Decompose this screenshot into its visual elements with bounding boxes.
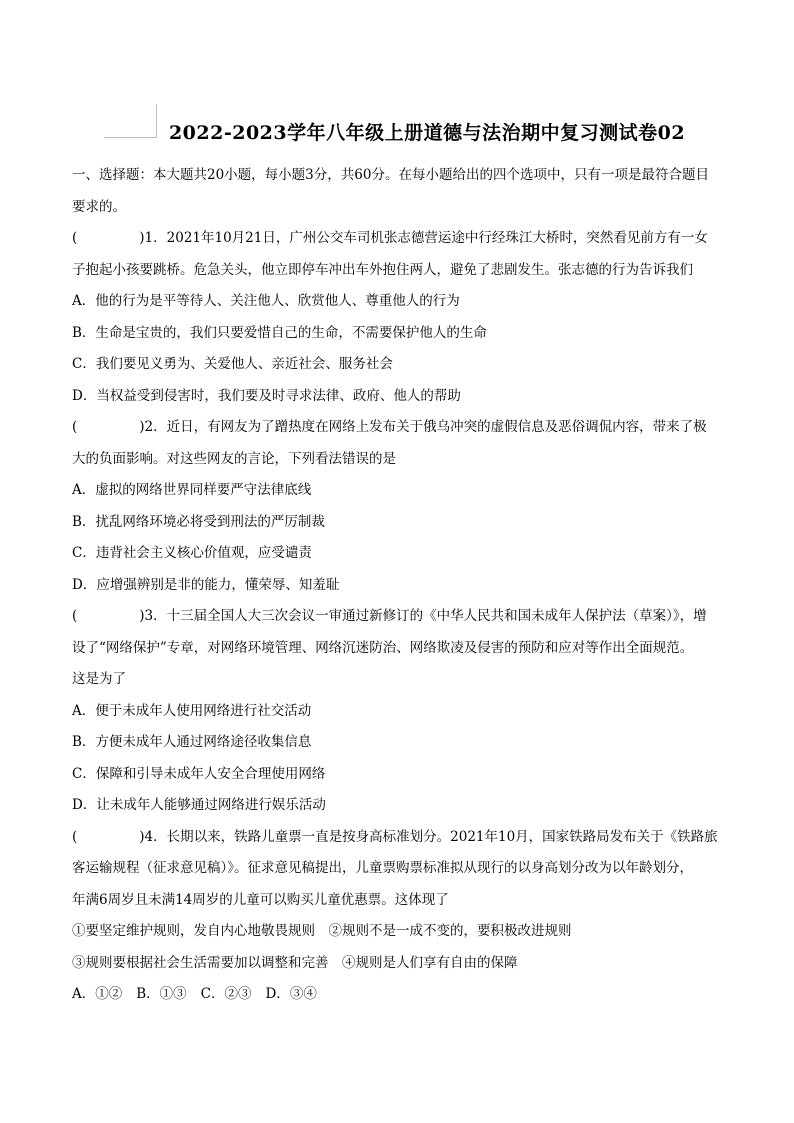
answer-bracket-open: ( [72,419,78,435]
option-a: A．便于未成年人使用网络进行社交活动 [72,702,312,719]
question-stem-line [72,601,722,633]
question-4 [72,822,722,1011]
question-stem-text: 长期以来，铁路儿童票一直是按身高标准划分。2021年10月，国家铁路局发布关于《铁路旅 [166,828,718,845]
statement-line: ③规则要根据社会生活需要加以调整和完善 ④规则是人们享有自由的保障 [72,954,518,971]
answer-bracket-open: ( [72,230,78,246]
option-d: D．当权益受到侵害时，我们要及时寻求法律、政府、他人的帮助 [72,387,461,404]
page-title: 2022-2023学年八年级上册道德与法治期中复习测试卷02 [168,122,686,144]
option-c: C．我们要见义勇为、关爱他人、亲近社会、服务社会 [72,356,393,372]
question-number: )2． [139,419,167,435]
question-stem-line: 这是为了 [72,671,126,687]
question-number: )4． [139,828,167,845]
option-b: B．①③ [136,986,187,1002]
question-stem-line [72,412,722,444]
option-d: D．应增强辨别是非的能力，懂荣辱、知羞耻 [72,576,340,593]
option-a: A．他的行为是平等待人、关注他人、欣赏他人、尊重他人的行为 [72,293,460,309]
option-c: C．②③ [200,986,252,1002]
question-stem-line: 子抱起小孩要跳桥。危急关头，他立即停车冲出车外抱住两人，避免了悲剧发生。张志德的行为告诉我们 [72,261,693,278]
question-stem-text: 近日，有网友为了蹭热度在网络上发布关于俄乌冲突的虚假信息及恶俗调侃内容，带来了极 [166,419,707,435]
question-stem-line: 年满6周岁且未满14周岁的儿童可以购买儿童优惠票。这体现了 [72,891,449,908]
option-d: D．③④ [265,986,317,1002]
section-heading: 一、选择题：本大题共20小题，每小题3分，共60分。在每小题给出的四个选项中，只有一项是最符合题目要求的。 [72,167,709,215]
question-stem-line: 大的负面影响。对这些网友的言论，下列看法错误的是 [72,450,396,467]
question-number: )1． [139,230,167,246]
question-2 [72,412,722,601]
question-number: )3． [139,608,167,624]
option-c: C．违背社会主义核心价值观，应受谴责 [72,545,312,561]
question-3 [72,601,722,822]
statement-line: ①要坚定维护规则，发自内心地敬畏规则 ②规则不是一成不变的，要积极改进规则 [72,923,572,939]
option-b: B．生命是宝贵的，我们只要爱惜自己的生命，不需要保护他人的生命 [72,324,487,341]
question-stem-text: 十三届全国人大三次会议一审通过新修订的《中华人民共和国未成年人保护法（草案）》，增 [166,608,707,624]
question-stem-line [72,822,722,854]
option-d: D．让未成年人能够通过网络进行娱乐活动 [72,797,326,813]
question-1 [72,223,722,412]
option-b: B．扰乱网络环境必将受到刑法的严厉制裁 [72,513,325,530]
question-stem-line: 设了“网络保护”专章，对网络环境管理、网络沉迷防治、网络欺凌及侵害的预防和应对等作出全面规范。 [72,639,694,656]
option-c: C．保障和引导未成年人安全合理使用网络 [72,765,326,782]
question-stem-line [72,223,722,255]
option-a: A．虚拟的网络世界同样要严守法律底线 [72,482,312,498]
answer-bracket-open: ( [72,608,78,624]
question-stem-line: 客运输规程（征求意见稿）》。征求意见稿提出，儿童票购票标准拟从现行的以身高划分改为以年龄划分， [72,860,693,876]
option-b: B．方便未成年人通过网络途径收集信息 [72,734,312,750]
question-stem-text: 2021年10月21日，广州公交车司机张志德营运途中行经珠江大桥时，突然看见前方有一女 [166,230,708,246]
answer-bracket-open: ( [72,828,78,845]
option-a: A．①② [72,986,123,1002]
inline-options [72,979,722,1011]
document-body [72,160,722,1011]
